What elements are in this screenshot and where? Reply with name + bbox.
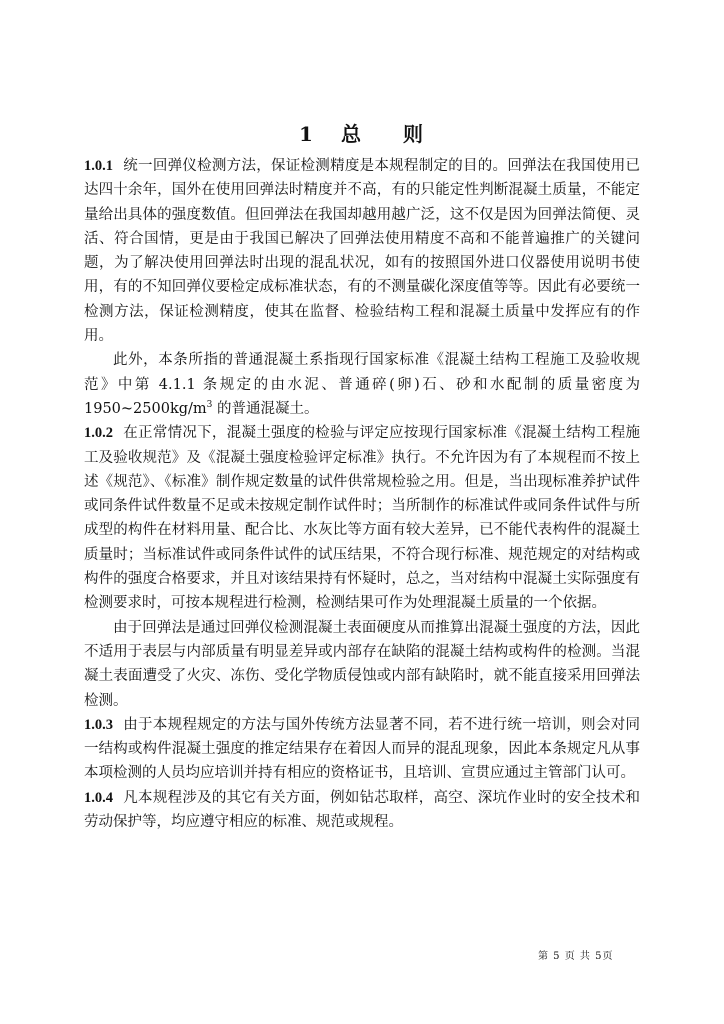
clause-1-0-3	[84, 713, 640, 786]
superscript: 3	[206, 400, 213, 411]
clause-number: 1.0.2	[84, 425, 113, 442]
clause-number: 1.0.4	[84, 789, 113, 806]
clause-text: 凡本规程涉及的其它有关方面，例如钻芯取样，高空、深坑作业时的安全技术和劳动保护等，均应遵守相应的标准、规范或规程。	[84, 789, 640, 831]
clause-text: 由于本规程规定的方法与国外传统方法显著不同，若不进行统一培训，则会对同一结构或构件混凝土强度的推定结果存在着因人而异的混乱现象，因此本条规定凡从事本项检测的人员均应培训并持有相应的资格证书，且培训、宣贯应通过主管部门认可。	[84, 716, 640, 782]
paragraph-text-end: 的普通混凝土。	[212, 400, 319, 417]
chapter-title-char-2: 则	[402, 122, 425, 146]
clause-text: 在正常情况下，混凝土强度的检验与评定应按现行国家标准《混凝土结构工程施工及验收规范》及《混凝土强度检验评定标准》执行。不允许因为有了本规程而不按上述《规范》、《标准》制作规定数量的试件供常规检验之用。但是，当出现标准养护试件或同条件试件数量不足或未按规定制作试件时；当所制作的标准试件或同条件试件与所成型的构件在材料用量、配合比、水灰比等方面有较大差异，已不能代表构件的混凝土质量时；当标准试件或同条件试件的试压结果，不符合现行标准、规范规定的对结构或构件的强度合格要求，并且对该结果持有怀疑时，总之，当对结构中混凝土实际强度有检测要求时，可按本规程进行检测，检测结果可作为处理混凝土质量的一个依据。	[84, 425, 640, 612]
clause-number: 1.0.3	[84, 716, 113, 733]
clause-1-0-2-paragraph-2: 由于回弹法是通过回弹仪检测混凝土表面硬度从而推算出混凝土强度的方法，因此不适用于表层与内部质量有明显差异或内部存在缺陷的混凝土结构或构件的检测。当混凝土表面遭受了火灾、冻伤、受化学物质侵蚀或内部有缺陷时，就不能直接采用回弹法检测。	[84, 619, 640, 709]
clause-1-0-1-paragraph-2	[84, 348, 640, 421]
chapter-title	[0, 118, 724, 147]
clause-number: 1.0.1	[84, 158, 113, 174]
chapter-title-char-1: 总	[340, 122, 363, 146]
chapter-number: 1	[299, 122, 315, 146]
clause-1-0-1	[84, 154, 640, 348]
clause-1-0-4	[84, 786, 640, 835]
body-text	[84, 154, 640, 834]
clause-text: 统一回弹仪检测方法，保证检测精度是本规程制定的目的。回弹法在我国使用已达四十余年，国外在使用回弹法时精度并不高，有的只能定性判断混凝土质量，不能定量给出具体的强度数值。但回弹法在我国却越用越广泛，这不仅是因为回弹法简便、灵活、符合国情，更是由于我国已解决了回弹法使用精度不高和不能普遍推广的关键问题，为了解决使用回弹法时出现的混乱状况，如有的按照国外进口仪器使用说明书使用，有的不知回弹仪要检定成标准状态，有的不测量碳化深度值等等。因此有必要统一检测方法，保证检测精度，使其在监督、检验结构工程和混凝土质量中发挥应有的作用。	[84, 158, 640, 345]
paragraph-text: 此外，本条所指的普通混凝土系指现行国家标准《混凝土结构工程施工及验收规范》中第 4.1.1 条规定的由水泥、普通碎(卵)石、砂和水配制的质量密度为 1950~2500kg/m	[84, 352, 640, 417]
page-footer: 第 5 页 共 5页	[538, 951, 614, 962]
clause-1-0-2	[84, 421, 640, 615]
